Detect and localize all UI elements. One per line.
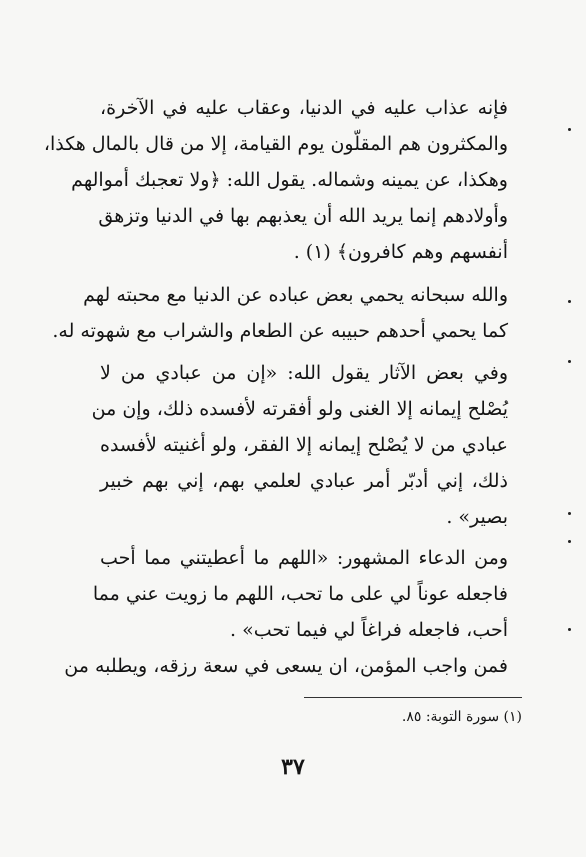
text-line: وهكذا، عن يمينه وشماله. يقول الله: ﴿ولا تعجبك أموالهم — [71, 169, 508, 191]
footnote-divider — [304, 697, 522, 698]
footnote: (١) سورة التوبة: ٨٥. — [401, 709, 522, 725]
text-line: والمكثرون هم المقلّون يوم القيامة، إلا من قال بالمال هكذا، — [43, 133, 508, 155]
text-line: ذلك، إني أدبّر أمر عبادي لعلمي بهم، إني بهم خبير — [100, 470, 508, 492]
text-line: يُصْلح إيمانه إلا الغنى ولو أفقرته لأفسده ذلك، وإن من — [91, 398, 508, 420]
page-number: ٣٧ — [281, 754, 305, 780]
text-line: والله سبحانه يحمي بعض عباده عن الدنيا مع محبته لهم — [83, 284, 508, 306]
paragraph — [52, 277, 508, 349]
text-line: ومن الدعاء المشهور: «اللهم ما أعطيتني مما أحب — [100, 547, 508, 569]
text-line: أحب، فاجعله فراغاً لي فيما تحب» . — [230, 619, 508, 641]
paragraph — [91, 355, 508, 535]
text-line: بصير» . — [446, 506, 508, 528]
margin-mark — [568, 540, 571, 543]
margin-mark — [568, 128, 571, 131]
paragraph — [64, 648, 508, 684]
paragraph — [92, 540, 508, 648]
margin-mark — [568, 300, 571, 303]
margin-mark — [568, 512, 571, 515]
text-line: وأولادهم إنما يريد الله أن يعذبهم بها في الدنيا وتزهق — [98, 205, 508, 227]
text-line: عبادي من لا يُصْلح إيمانه إلا الفقر، ولو أغنيته لأفسده — [100, 434, 508, 456]
text-line: فاجعله عوناً لي على ما تحب، اللهم ما زويت عني مما — [92, 583, 508, 605]
text-line: كما يحمي أحدهم حبيبه عن الطعام والشراب مع شهوته له. — [52, 320, 508, 342]
paragraph — [43, 90, 508, 270]
text-line: أنفسهم وهم كافرون﴾ (١) . — [293, 241, 508, 263]
text-line: فإنه عذاب عليه في الدنيا، وعقاب عليه في الآخرة، — [100, 97, 508, 119]
text-line: فمن واجب المؤمن، ان يسعى في سعة رزقه، ويطلبه من — [64, 655, 508, 677]
text-line: وفي بعض الآثار يقول الله: «إن من عبادي من لا — [100, 362, 508, 384]
margin-mark — [568, 628, 571, 631]
margin-mark — [568, 360, 571, 363]
